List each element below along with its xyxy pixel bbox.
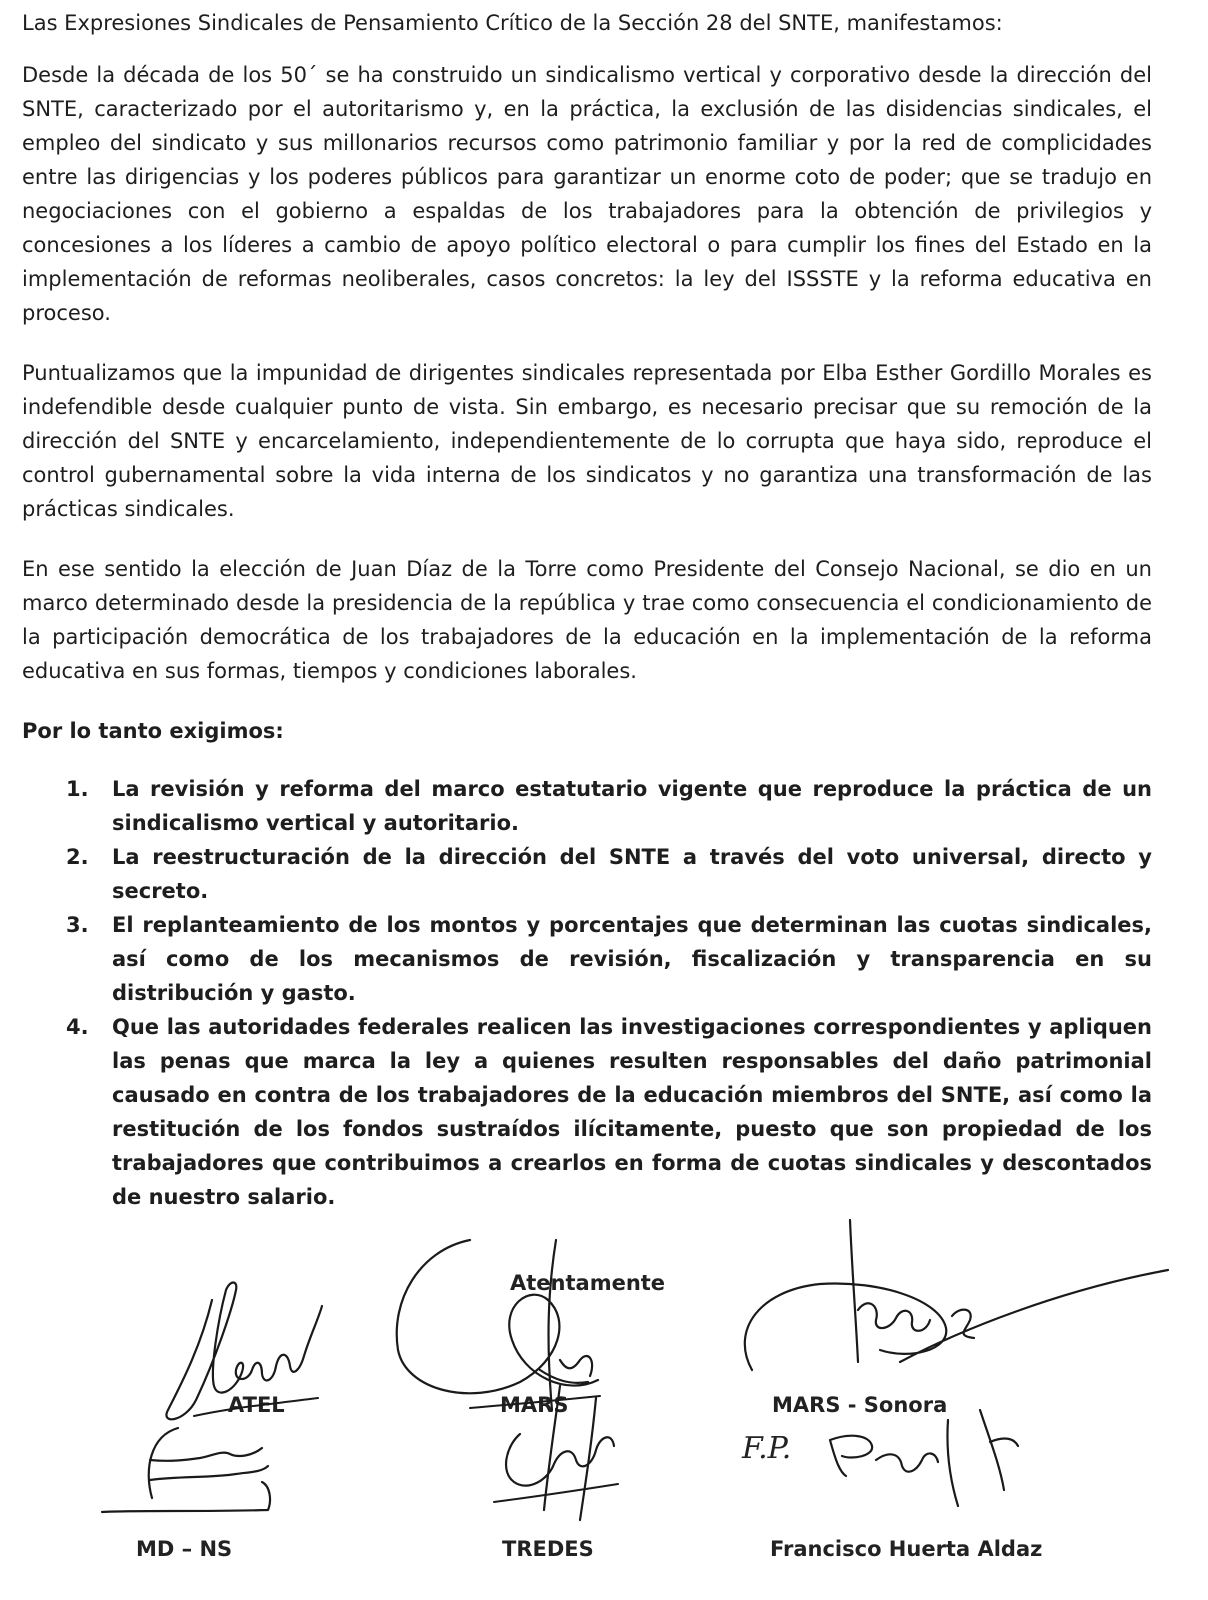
signatory-mars: MARS [500,1393,569,1417]
document-body [22,6,1152,1214]
demand-item [66,840,1152,908]
signature-block [0,1210,1208,1600]
signature-md-ns [102,1428,270,1512]
demand-text: La revisión y reforma del marco estatutario vigente que reproduce la práctica de un sindicalismo vertical y autoritario. [112,777,1152,835]
demand-number: 2. [66,845,89,869]
closing-text: Atentamente [510,1271,666,1295]
demand-number: 1. [66,777,89,801]
paragraph-1: Desde la década de los 50´ se ha construido un sindicalismo vertical y corporativo desde la dirección del SNTE, caracterizado por el autoritarismo y, en la práctica, la exclusión de las disidencias sindicales, el empleo del sindicato y sus millonarios recursos como patrimonio familiar y por la red de complicidades entre las dirigencias y los poderes públicos para garantizar un enorme coto de poder; que se tradujo en negociaciones con el gobierno a espaldas de los trabajadores para la obtención de privilegios y concesiones a los líderes a cambio de apoyo político electoral o para cumplir los fines del Estado en la implementación de reformas neoliberales, casos concretos: la ley del ISSSTE y la reforma educativa en proceso. [22,63,1152,325]
signature-mars [397,1240,598,1410]
signature-atel-underline [194,1398,318,1416]
demand-text: El replanteamiento de los montos y porcentajes que determinan las cuotas sindicales, así como de los mecanismos de revisión, fiscalización y transparencia en su distribución y gasto. [112,913,1152,1005]
signatory-francisco-huerta-aldaz: Francisco Huerta Aldaz [770,1537,1043,1561]
demand-item [66,1010,1152,1214]
intro-line: Las Expresiones Sindicales de Pensamiento Crítico de la Sección 28 del SNTE, manifestamos: [22,11,1003,35]
demand-item [66,908,1152,1010]
signature-francisco [830,1410,1018,1506]
signatures-drawing [0,1210,1208,1600]
signature-mars-sonora [745,1220,1168,1370]
signature-tredes-underline [494,1484,618,1502]
demand-text: Que las autoridades federales realicen las investigaciones correspondientes y apliquen las penas que marca la ley a quienes resulten responsables del daño patrimonial causado en contra de los trabajadores de la educación miembros del SNTE, así como la restitución de los fondos sustraídos ilícitamente, puesto que son propiedad de los trabajadores que contribuimos a crearlos en forma de cuotas sindicales y descontados de nuestro salario. [112,1015,1152,1209]
signatory-mars-sonora: MARS - Sonora [772,1393,948,1417]
demand-number: 3. [66,913,89,937]
signature-atel [166,1283,322,1420]
signatory-md-ns: MD – NS [136,1537,233,1561]
signature-mars-underline [470,1396,600,1408]
signature-tredes [506,1386,614,1520]
paragraph-2: Puntualizamos que la impunidad de dirigentes sindicales representada por Elba Esther Gordillo Morales es indefendible desde cualquier punto de vista. Sin embargo, es necesario precisar que su remoción de la dirección del SNTE y encarcelamiento, independientemente de lo corrupta que haya sido, reproduce el control gubernamental sobre la vida interna de los sindicatos y no garantiza una transformación de las prácticas sindicales. [22,361,1152,521]
signatory-atel: ATEL [228,1393,285,1417]
demand-list [22,772,1152,1214]
signatory-tredes: TREDES [502,1537,594,1561]
paragraph-3: En ese sentido la elección de Juan Díaz de la Torre como Presidente del Consejo Nacional, se dio en un marco determinado desde la presidencia de la república y trae como consecuencia el condicionamiento de la participación democrática de los trabajadores de la educación en la implementación de la reforma educativa en sus formas, tiempos y condiciones laborales. [22,557,1152,683]
demand-heading: Por lo tanto exigimos: [22,719,284,743]
demand-text: La reestructuración de la dirección del SNTE a través del voto universal, directo y secreto. [112,845,1152,903]
initials-handwritten: F.P. [742,1431,792,1466]
demand-item [66,772,1152,840]
demand-number: 4. [66,1015,89,1039]
